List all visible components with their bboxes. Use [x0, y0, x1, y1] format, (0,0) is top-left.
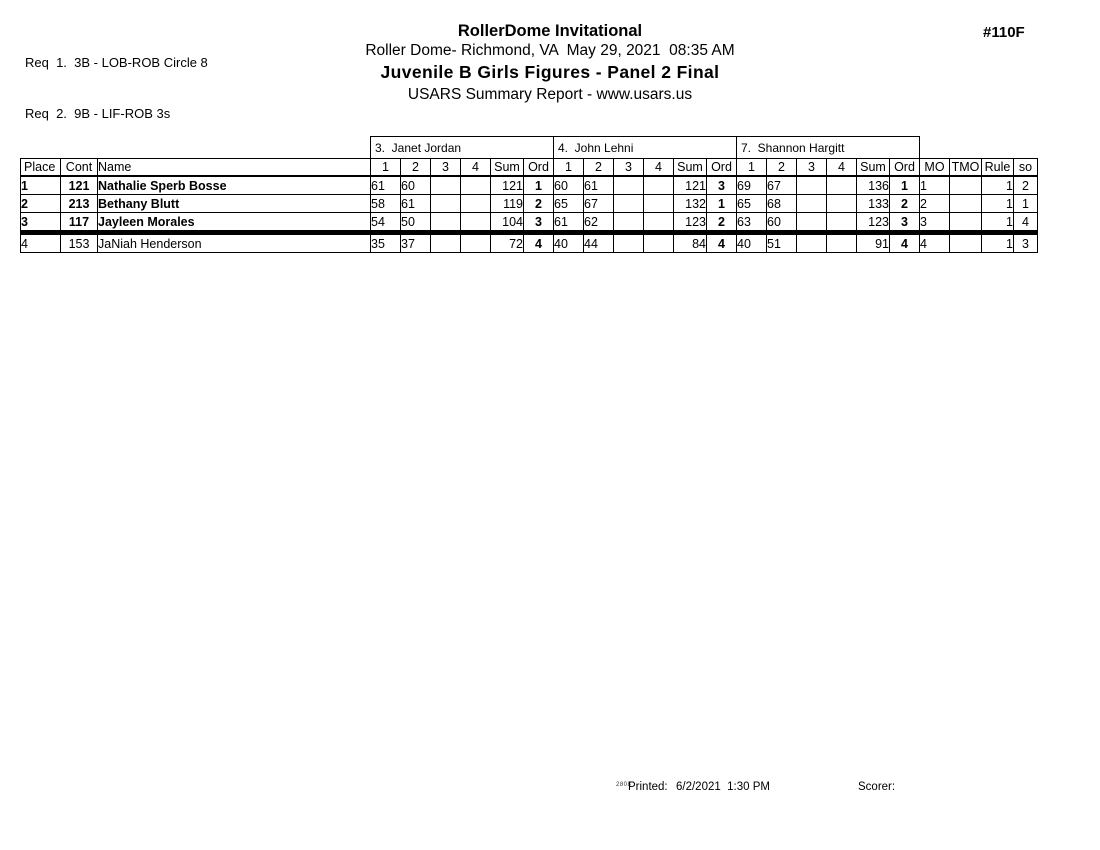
place-cell: 2	[21, 195, 61, 213]
col-header-sum: Sum	[674, 159, 707, 177]
score-cell	[827, 233, 857, 253]
mo-cell: 1	[920, 176, 950, 195]
col-header-name: Name	[98, 159, 371, 177]
mo-cell: 2	[920, 195, 950, 213]
ord-cell: 1	[707, 195, 737, 213]
ord-cell: 1	[890, 176, 920, 195]
so-cell: 2	[1014, 176, 1038, 195]
score-cell	[797, 176, 827, 195]
score-cell: 68	[767, 195, 797, 213]
ord-cell: 2	[524, 195, 554, 213]
col-header-so: so	[1014, 159, 1038, 177]
judge-3-name: 7. Shannon Hargitt	[737, 137, 920, 159]
col-header-rule: Rule	[982, 159, 1014, 177]
score-cell: 60	[401, 176, 431, 195]
rule-cell: 1	[982, 195, 1014, 213]
sum-cell: 119	[491, 195, 524, 213]
col-header-score-4: 4	[461, 159, 491, 177]
table-row	[21, 213, 1038, 233]
so-cell: 3	[1014, 233, 1038, 253]
ord-cell: 3	[524, 213, 554, 233]
score-cell: 58	[371, 195, 401, 213]
judge-2-name: 4. John Lehni	[554, 137, 737, 159]
col-header-place: Place	[21, 159, 61, 177]
score-cell	[431, 233, 461, 253]
sum-cell: 136	[857, 176, 890, 195]
col-header-sum: Sum	[857, 159, 890, 177]
score-cell	[644, 233, 674, 253]
col-header-score-4: 4	[644, 159, 674, 177]
score-cell	[614, 213, 644, 233]
printed-timestamp: 6/2/2021 1:30 PM	[676, 781, 770, 793]
sum-cell: 132	[674, 195, 707, 213]
score-cell	[461, 213, 491, 233]
skater-name-cell: JaNiah Henderson	[98, 233, 371, 253]
score-cell	[797, 195, 827, 213]
sum-cell: 121	[491, 176, 524, 195]
score-cell	[461, 233, 491, 253]
sum-cell: 123	[674, 213, 707, 233]
score-cell	[431, 176, 461, 195]
score-cell	[461, 176, 491, 195]
col-header-ord: Ord	[890, 159, 920, 177]
score-cell	[644, 176, 674, 195]
tmo-cell	[950, 213, 982, 233]
contestant-number-cell: 121	[61, 176, 98, 195]
ord-cell: 1	[524, 176, 554, 195]
footer	[0, 781, 1100, 801]
score-cell	[827, 213, 857, 233]
report-type-line: USARS Summary Report - www.usars.us	[407, 86, 693, 103]
place-cell: 4	[21, 233, 61, 253]
table-row	[21, 176, 1038, 195]
so-cell: 4	[1014, 213, 1038, 233]
ord-cell: 4	[524, 233, 554, 253]
judge-header-row	[21, 137, 1038, 159]
score-cell: 61	[584, 176, 614, 195]
col-header-sum: Sum	[491, 159, 524, 177]
score-cell: 67	[767, 176, 797, 195]
score-cell: 61	[371, 176, 401, 195]
contestant-number-cell: 213	[61, 195, 98, 213]
score-cell: 40	[554, 233, 584, 253]
req-line-2: Req 2. 9B - LIF-ROB 3s	[25, 106, 171, 121]
score-cell	[431, 213, 461, 233]
col-header-score-2: 2	[401, 159, 431, 177]
division-title: Juvenile B Girls Figures - Panel 2 Final	[380, 62, 720, 82]
score-cell: 50	[401, 213, 431, 233]
score-cell: 51	[767, 233, 797, 253]
ord-cell: 4	[890, 233, 920, 253]
skater-name-cell: Nathalie Sperb Bosse	[98, 176, 371, 195]
score-cell: 37	[401, 233, 431, 253]
col-header-cont: Cont	[61, 159, 98, 177]
sum-cell: 121	[674, 176, 707, 195]
sum-cell: 133	[857, 195, 890, 213]
col-header-mo: MO	[920, 159, 950, 177]
score-cell: 69	[737, 176, 767, 195]
table-row	[21, 195, 1038, 213]
so-cell: 1	[1014, 195, 1038, 213]
score-cell	[644, 213, 674, 233]
sum-cell: 104	[491, 213, 524, 233]
contestant-number-cell: 117	[61, 213, 98, 233]
printed-label: Printed:	[628, 781, 668, 793]
score-cell	[431, 195, 461, 213]
score-cell	[797, 233, 827, 253]
contestant-number-cell: 153	[61, 233, 98, 253]
sum-cell: 91	[857, 233, 890, 253]
ord-cell: 2	[890, 195, 920, 213]
ord-cell: 4	[707, 233, 737, 253]
score-cell: 67	[584, 195, 614, 213]
score-cell	[797, 213, 827, 233]
score-cell	[614, 195, 644, 213]
score-cell: 44	[584, 233, 614, 253]
col-header-score-1: 1	[554, 159, 584, 177]
score-cell	[461, 195, 491, 213]
rule-cell: 1	[982, 233, 1014, 253]
skater-name-cell: Jayleen Morales	[98, 213, 371, 233]
col-header-score-2: 2	[584, 159, 614, 177]
ord-cell: 2	[707, 213, 737, 233]
mo-cell: 3	[920, 213, 950, 233]
event-number: #110F	[983, 24, 1025, 41]
col-header-score-1: 1	[371, 159, 401, 177]
score-cell	[614, 176, 644, 195]
col-header-ord: Ord	[707, 159, 737, 177]
rule-cell: 1	[982, 176, 1014, 195]
judge-1-name: 3. Janet Jordan	[371, 137, 554, 159]
sum-cell: 72	[491, 233, 524, 253]
ord-cell: 3	[890, 213, 920, 233]
tmo-cell	[950, 176, 982, 195]
score-cell	[644, 195, 674, 213]
score-cell: 61	[554, 213, 584, 233]
score-cell: 61	[401, 195, 431, 213]
skater-name-cell: Bethany Blutt	[98, 195, 371, 213]
table-row	[21, 233, 1038, 253]
col-header-score-3: 3	[431, 159, 461, 177]
score-cell: 60	[554, 176, 584, 195]
col-header-score-3: 3	[797, 159, 827, 177]
judge-row-right-spacer	[920, 137, 1038, 159]
place-cell: 1	[21, 176, 61, 195]
sum-cell: 84	[674, 233, 707, 253]
rule-cell: 1	[982, 213, 1014, 233]
ord-cell: 3	[707, 176, 737, 195]
col-header-score-1: 1	[737, 159, 767, 177]
score-cell: 63	[737, 213, 767, 233]
title-block	[0, 22, 1100, 106]
place-cell: 3	[21, 213, 61, 233]
col-header-ord: Ord	[524, 159, 554, 177]
event-title: RollerDome Invitational	[457, 22, 643, 40]
scorer-label: Scorer:	[858, 781, 896, 793]
score-cell	[827, 176, 857, 195]
score-cell: 40	[737, 233, 767, 253]
score-cell	[827, 195, 857, 213]
col-header-tmo: TMO	[950, 159, 982, 177]
score-cell: 65	[554, 195, 584, 213]
venue-date-line: Roller Dome- Richmond, VA May 29, 2021 08:35 AM	[365, 42, 735, 59]
col-header-score-3: 3	[614, 159, 644, 177]
column-header-row	[21, 159, 1038, 177]
tmo-cell	[950, 233, 982, 253]
req-line-1: Req 1. 3B - LOB-ROB Circle 8	[25, 55, 208, 70]
sum-cell: 123	[857, 213, 890, 233]
results-table	[20, 136, 1038, 253]
judge-row-left-spacer	[21, 137, 371, 159]
col-header-score-2: 2	[767, 159, 797, 177]
mo-cell: 4	[920, 233, 950, 253]
score-cell: 65	[737, 195, 767, 213]
version-mark: 2808	[616, 782, 632, 788]
score-cell: 60	[767, 213, 797, 233]
score-cell: 62	[584, 213, 614, 233]
col-header-score-4: 4	[827, 159, 857, 177]
score-cell	[614, 233, 644, 253]
score-cell: 54	[371, 213, 401, 233]
tmo-cell	[950, 195, 982, 213]
score-cell: 35	[371, 233, 401, 253]
